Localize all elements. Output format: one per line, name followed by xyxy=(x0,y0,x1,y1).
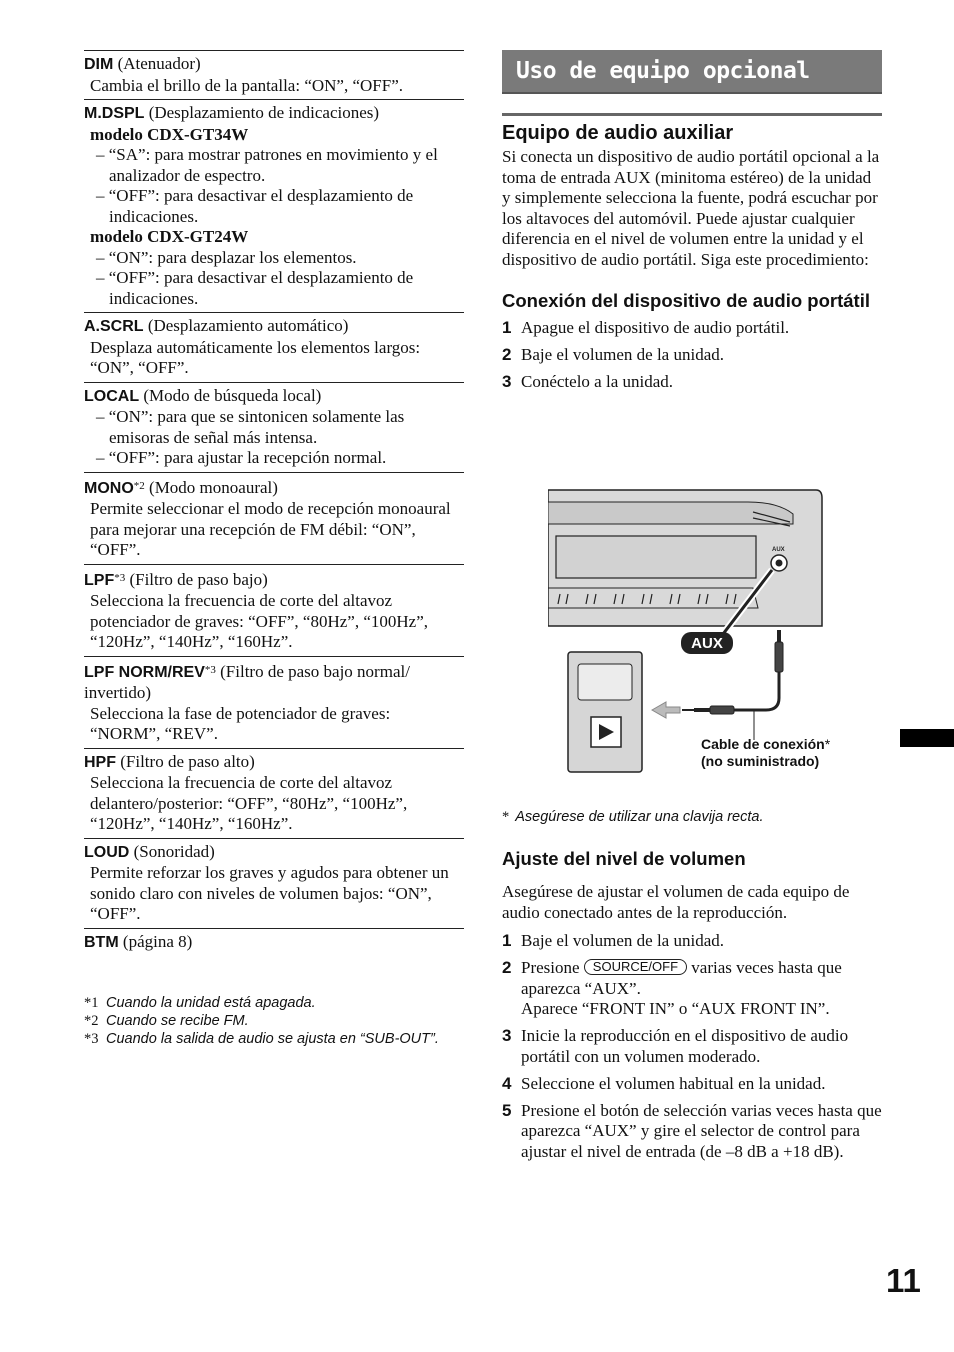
keyword-desc: (Atenuador) xyxy=(113,54,201,73)
entry-text: Permite seleccionar el modo de recepción monoaural para mejorar una recepción de FM débil: “ON”, “OFF”. xyxy=(90,499,451,559)
keyword: M.DSPL xyxy=(84,105,145,122)
keyword-desc: (Modo de búsqueda local) xyxy=(139,385,322,405)
keyword-desc: (Filtro de paso bajo) xyxy=(125,569,268,589)
footnote-ref: *2 xyxy=(133,479,145,492)
list-item: – “SA”: para mostrar patrones en movimiento y el analizador de espectro. xyxy=(96,145,438,185)
list-item: – “OFF”: para ajustar la recepción normal. xyxy=(96,448,387,467)
entry-text: Selecciona la frecuencia de corte del altavoz potenciador de graves: “OFF”, “80Hz”, “100Hz”, “120Hz”, “140Hz”, “160Hz”. xyxy=(90,591,428,651)
section-title: Uso de equipo opcional xyxy=(516,58,810,84)
step-number: 2 xyxy=(502,958,512,977)
heading-connection: Conexión del dispositivo de audio portátil xyxy=(502,290,870,311)
keyword: LPF xyxy=(84,571,115,589)
footnote-ref: *3 xyxy=(204,663,216,676)
step-text: Presione el botón de selección varias veces hasta que aparezca “AUX” y gire el selector de control para ajustar el nivel de entrada (de –8 dB a +18 dB). xyxy=(521,1100,882,1161)
list-item: – “OFF”: para desactivar el desplazamiento de indicaciones. xyxy=(96,186,414,226)
step-item xyxy=(502,1026,882,1067)
step-item xyxy=(502,1074,882,1095)
display-icon xyxy=(556,536,756,578)
cable-label-star: * xyxy=(824,736,831,752)
aux-badge-label: AUX xyxy=(691,635,723,652)
keyword: LPF NORM/REV xyxy=(84,663,205,681)
keyword: A.SCRL xyxy=(84,318,144,335)
list-item: – “ON”: para desplazar los elementos. xyxy=(96,247,357,267)
step-text: Apague el dispositivo de audio portátil. xyxy=(521,318,790,337)
step-text: Baje el volumen de la unidad. xyxy=(521,931,724,950)
keyword: LOCAL xyxy=(84,387,140,405)
step-text-post: varias veces hasta que aparezca “AUX”. xyxy=(521,958,842,998)
list-item: – “OFF”: para desactivar el desplazamiento de indicaciones. xyxy=(96,268,414,308)
volume-steps xyxy=(502,931,882,1162)
keyword-desc: (página 8) xyxy=(118,931,193,951)
step-number: 5 xyxy=(502,1100,512,1120)
step-item xyxy=(502,931,882,952)
step-text: Conéctelo a la unidad. xyxy=(521,372,674,391)
entry-text: Desplaza automáticamente los elementos largos: “ON”, “OFF”. xyxy=(90,337,421,377)
footnote-text: Cuando se recibe FM. xyxy=(106,1013,249,1029)
section-banner xyxy=(502,50,882,94)
footnote-mark: *2 xyxy=(84,1013,99,1029)
entry-dim xyxy=(84,50,464,99)
step-item xyxy=(502,345,882,366)
plug-tip-icon xyxy=(777,630,781,642)
aux-jack-label: AUX xyxy=(772,547,785,553)
footnote xyxy=(84,994,464,1012)
model-label: modelo CDX-GT24W xyxy=(90,227,249,246)
footnote-mark: *3 xyxy=(84,1031,99,1047)
entry-local xyxy=(84,382,464,472)
entry-lpf xyxy=(84,564,464,656)
keyword-desc: (Desplazamiento de indicaciones) xyxy=(144,103,380,122)
entry-text: Permite reforzar los graves y agudos para obtener un sonido claro con niveles de volumen bajos: “ON”, “OFF”. xyxy=(90,863,449,923)
keyword-desc: (Filtro de paso bajo normal/ invertido) xyxy=(84,661,410,702)
footnotes xyxy=(84,994,464,1048)
arrow-left-icon xyxy=(652,702,680,718)
cable-label xyxy=(701,736,830,770)
model-label: modelo CDX-GT34W xyxy=(90,124,249,144)
heading-aux-equipment: Equipo de audio auxiliar xyxy=(502,122,734,144)
step-number: 1 xyxy=(502,931,512,950)
volume-intro-paragraph: Asegúrese de ajustar el volumen de cada equipo de audio conectado antes de la reproducción. xyxy=(502,882,850,922)
footnote xyxy=(84,1030,464,1048)
step-text xyxy=(521,958,882,1020)
step-number: 3 xyxy=(502,1026,512,1045)
cable-icon xyxy=(733,672,779,710)
connection-steps xyxy=(502,318,882,393)
source-off-button-icon: SOURCE/OFF xyxy=(584,959,687,975)
entry-text: Cambia el brillo de la pantalla: “ON”, “OFF”. xyxy=(90,75,403,95)
footnote-text: Cuando la unidad está apagada. xyxy=(106,995,316,1011)
footnote-mark: * xyxy=(502,809,510,825)
step-item xyxy=(502,958,882,1020)
heading-volume: Ajuste del nivel de volumen xyxy=(502,848,746,869)
footnote-ref: *3 xyxy=(114,571,126,584)
connection-illustration xyxy=(548,488,848,778)
step-text: Inicie la reproducción en el dispositivo de audio portátil con un volumen moderado. xyxy=(521,1026,849,1066)
entry-lpf-norm-rev xyxy=(84,656,464,748)
step-item xyxy=(502,372,882,393)
page-number: 11 xyxy=(886,1262,921,1299)
step-number: 4 xyxy=(502,1073,512,1093)
entry-hpf xyxy=(84,748,464,838)
keyword-desc: (Desplazamiento automático) xyxy=(143,316,349,335)
keyword: MONO xyxy=(84,479,134,497)
step-item xyxy=(502,318,882,339)
entry-mdspl xyxy=(84,99,464,312)
step-item xyxy=(502,1101,882,1163)
aux-connection-diagram xyxy=(548,488,848,778)
footnote-text: Asegúrese de utilizar una clavija recta. xyxy=(515,809,764,825)
keyword: HPF xyxy=(84,753,116,771)
volume-section xyxy=(502,848,882,1162)
step-text-pre: Presione xyxy=(521,958,584,977)
footnote-mark: *1 xyxy=(84,995,99,1011)
step-number: 1 xyxy=(502,318,512,337)
cable-label-note: (no suministrado) xyxy=(701,753,820,769)
settings-list xyxy=(84,50,464,1048)
keyword: BTM xyxy=(84,933,119,951)
step-text: Seleccione el volumen habitual en la unidad. xyxy=(521,1073,826,1093)
list-item: – “ON”: para que se sintonicen solamente las emisoras de señal más intensa. xyxy=(96,407,405,447)
step-text-line2: Aparece “FRONT IN” o “AUX FRONT IN”. xyxy=(521,999,830,1018)
step-text: Baje el volumen de la unidad. xyxy=(521,345,724,364)
entry-text: Selecciona la frecuencia de corte del altavoz delantero/posterior: “OFF”, “80Hz”, “100Hz”, “120Hz”, “140Hz”, “160Hz”. xyxy=(90,773,408,833)
keyword: DIM xyxy=(84,56,114,73)
keyword-desc: (Modo monoaural) xyxy=(144,477,278,497)
entry-ascrl xyxy=(84,312,464,382)
plug-icon xyxy=(775,642,783,672)
section-tab-marker xyxy=(900,729,954,747)
entry-loud xyxy=(84,838,464,928)
aux-intro-paragraph: Si conecta un dispositivo de audio portátil opcional a la toma de entrada AUX (minitoma estéreo) de la unidad y simplemente selecciona la fuente, podrá escuchar por los altavoces del automóvil. Puede ajustar cualquier diferencia en el nivel de volumen entre la unidad y el dispositivo de audio portátil. Siga este procedimiento: xyxy=(502,147,880,269)
diagram-footnote xyxy=(502,809,764,826)
keyword-desc: (Filtro de paso alto) xyxy=(116,751,255,771)
keyword-desc: (Sonoridad) xyxy=(129,841,215,861)
entry-mono xyxy=(84,472,464,564)
step-number: 2 xyxy=(502,345,512,364)
step-number: 3 xyxy=(502,372,512,391)
entry-text: Selecciona la fase de potenciador de graves: “NORM”, “REV”. xyxy=(90,703,391,743)
footnote xyxy=(84,1012,464,1030)
entry-btm xyxy=(84,928,464,957)
cable-label-text: Cable de conexión xyxy=(701,736,825,752)
divider xyxy=(502,113,882,116)
footnote-text: Cuando la salida de audio se ajusta en “SUB-OUT”. xyxy=(106,1031,439,1047)
keyword: LOUD xyxy=(84,843,130,861)
